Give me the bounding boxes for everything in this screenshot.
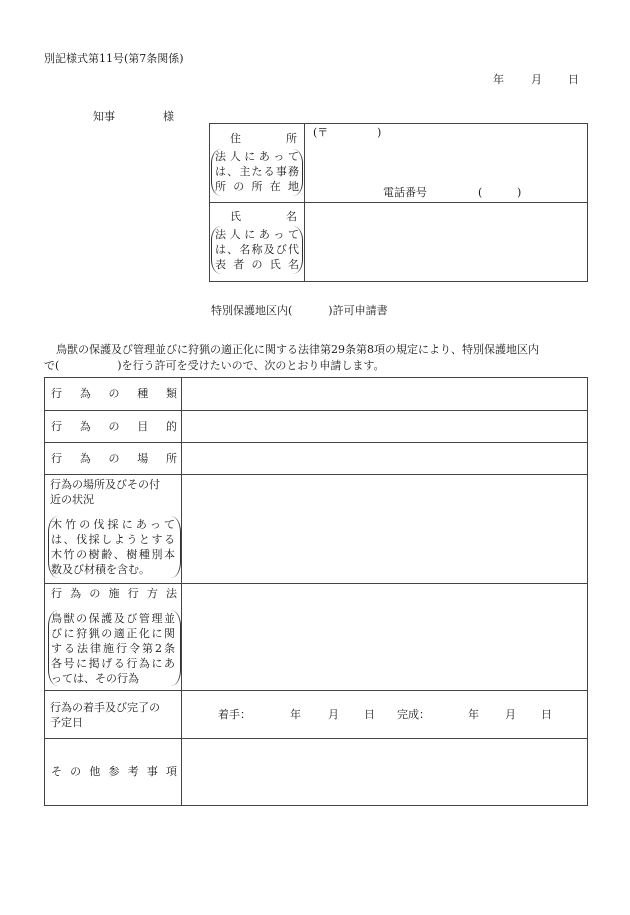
situation-note-line2: は、伐採しようとする	[51, 533, 175, 546]
method-note-line2: びに狩猟の適正化に関	[51, 627, 175, 640]
date-month: 月	[531, 73, 542, 86]
form-number: 別記様式第11号(第7条関係)	[44, 52, 184, 65]
other-label-cell	[45, 739, 182, 806]
intro-line2	[44, 359, 385, 373]
date-day: 日	[568, 73, 579, 86]
intro-line1: 鳥獣の保護及び管理並びに狩猟の適正化に関する法律第29条第8項の規定により、特別保護地区内	[56, 343, 539, 356]
application-form-table	[44, 377, 588, 806]
method-note-line5: っては、その行為	[51, 672, 139, 685]
start-month: 月	[328, 708, 339, 721]
name-label-char2: 名	[286, 210, 297, 223]
method-note-line4: 各号に掲げる行為にあ	[51, 657, 175, 670]
postal-open: (〒	[313, 126, 329, 139]
method-title: 行為の施行方法	[51, 587, 177, 600]
situation-title	[50, 477, 178, 507]
applicant-table	[209, 123, 588, 282]
other-label: その他参考事項	[51, 765, 177, 778]
name-note	[215, 227, 299, 272]
schedule-title	[50, 700, 178, 730]
finish-label: 完成：	[397, 708, 430, 721]
place-label-cell	[45, 443, 182, 475]
schedule-title-line1: 行為の着手及び完了の	[50, 701, 160, 714]
address-label-char2: 所	[286, 132, 297, 145]
method-input-cell[interactable]	[182, 584, 588, 691]
phone-label: 電話番号	[383, 186, 427, 199]
addressee-governor: 知事	[93, 110, 115, 123]
schedule-label-cell	[45, 691, 182, 739]
situation-note-line3: 木竹の樹齢、樹種別本	[51, 548, 175, 561]
finish-year: 年	[468, 708, 479, 721]
kind-label: 行為の種類	[51, 387, 177, 400]
situation-input-cell[interactable]	[182, 475, 588, 584]
address-note-line1: 法人にあって	[215, 150, 299, 163]
name-label-cell	[210, 203, 305, 282]
address-label-cell	[210, 124, 305, 203]
name-note-line1: 法人にあって	[215, 228, 299, 241]
finish-month: 月	[505, 708, 516, 721]
form-title-prefix: 特別保護地区内(	[211, 304, 293, 317]
place-label: 行為の場所	[51, 452, 177, 465]
place-input-cell[interactable]	[182, 443, 588, 475]
name-note-line3: 表 者 の 氏 名	[215, 258, 299, 271]
address-note-line3: 所 の 所 在 地	[215, 180, 299, 193]
addressee-honorific: 様	[163, 110, 174, 123]
phone-open: (	[478, 186, 483, 199]
address-label-char1: 住	[230, 132, 241, 145]
address-input-cell[interactable]	[305, 124, 588, 203]
situation-label-cell	[45, 475, 182, 584]
address-note-line2: は、主たる事務	[215, 165, 299, 178]
other-input-cell[interactable]	[182, 739, 588, 806]
postal-close: )	[377, 126, 382, 139]
phone-close: )	[517, 186, 522, 199]
name-note-line2: は、名称及び代	[215, 243, 299, 256]
situation-note-line4: 数及び材積を含む。	[51, 563, 150, 576]
schedule-title-line2: 予定日	[50, 716, 83, 729]
intro-line2-suffix: )を行う許可を受けたいので、次のとおり申請します。	[117, 359, 385, 372]
method-note	[51, 611, 175, 686]
situation-title-line1: 行為の場所及びその付	[50, 478, 160, 491]
situation-title-line2: 近の状況	[50, 493, 94, 506]
intro-line2-prefix: で(	[44, 359, 60, 372]
situation-note-line1: 木竹の伐採にあって	[51, 518, 175, 531]
situation-note	[51, 517, 175, 577]
start-year: 年	[290, 708, 301, 721]
method-note-line3: する法律施行令第2条	[51, 642, 175, 655]
purpose-label: 行為の目的	[51, 420, 177, 433]
finish-day: 日	[541, 708, 552, 721]
kind-label-cell	[45, 378, 182, 411]
purpose-input-cell[interactable]	[182, 411, 588, 443]
form-title-suffix: )許可申請書	[328, 304, 388, 317]
kind-input-cell[interactable]	[182, 378, 588, 411]
start-label: 着手：	[218, 708, 251, 721]
method-note-line1: 鳥獣の保護及び管理並	[51, 612, 175, 625]
name-input-cell[interactable]	[305, 203, 588, 282]
date-year: 年	[493, 73, 504, 86]
method-label-cell	[45, 584, 182, 691]
start-day: 日	[364, 708, 375, 721]
name-label-char1: 氏	[230, 210, 241, 223]
address-note	[215, 149, 299, 194]
purpose-label-cell	[45, 411, 182, 443]
schedule-input-cell[interactable]	[182, 691, 588, 739]
form-title	[211, 304, 388, 318]
